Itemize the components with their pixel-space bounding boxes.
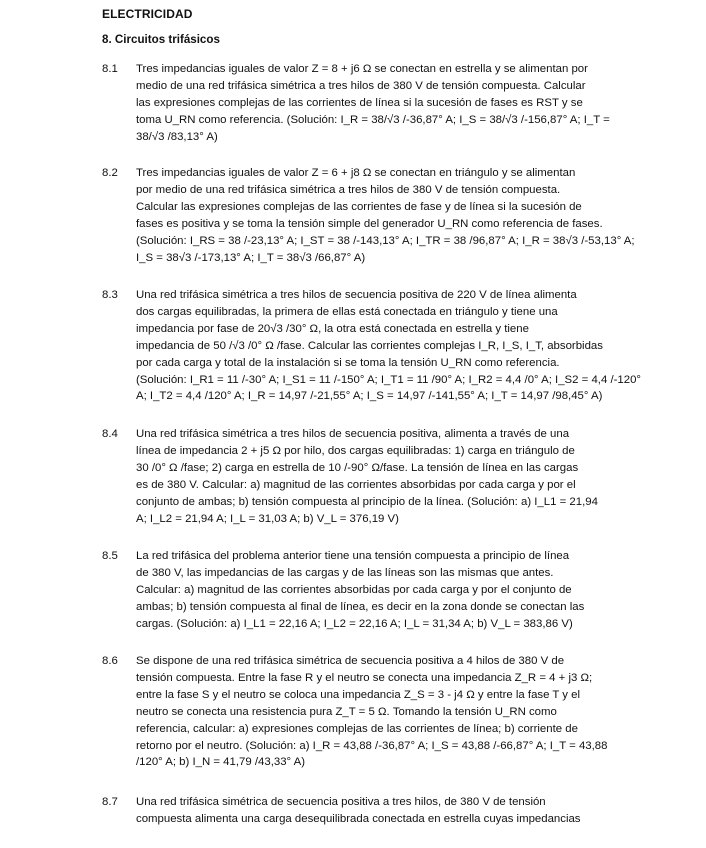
- problem-statement: [136, 287, 641, 405]
- text-line: Tres impedancias iguales de valor Z = 8 + j6 Ω se conectan en estrella y se alimentan por: [136, 63, 588, 75]
- problem-statement: [136, 61, 610, 146]
- problem-statement: [136, 165, 635, 266]
- text-line: La red trifásica del problema anterior tiene una tensión compuesta a principio de línea: [136, 550, 570, 562]
- text-line: Tres impedancias iguales de valor Z = 6 + j8 Ω se conectan en triángulo y se alimentan: [136, 167, 576, 179]
- problem-statement: [136, 794, 602, 828]
- text-line: Se dispone de una red trifásica simétrica de secuencia positiva a 4 hilos de 380 V de: [136, 655, 565, 667]
- problem-statement: [136, 426, 602, 527]
- text-line: Una red trifásica simétrica a tres hilos de secuencia positiva, alimenta a través de una: [136, 428, 570, 440]
- text-line: Una red trifásica simétrica a tres hilos de secuencia positiva de 220 V de línea alimenta: [136, 289, 577, 301]
- problem-number: 8.2: [102, 167, 118, 179]
- text-line: línea de impedancia 2 + j5 Ω por hilo, dos cargas equilibradas: 1) carga en triángulo de: [136, 444, 575, 457]
- text-line: por cada carga y total de la instalación si se toma la tensión U_RN como referencia.: [136, 356, 560, 369]
- text-line: es de 380 V. Calcular: a) magnitud de las corrientes absorbidas por cada carga y por el: [136, 478, 576, 491]
- text-line: las expresiones complejas de las corrientes de línea si la sucesión de fases es RST y se: [136, 96, 583, 109]
- text-line: cargas. (Solución: a) I_L1 = 22,16 A; I_L2 = 22,16 A; I_L = 31,34 A; b) V_L = 383,86 V): [136, 617, 573, 630]
- text-line: fases es positiva y se toma la tensión simple del generador U_RN como referencia de fases.: [136, 217, 603, 230]
- text-line: /120° A; b) I_N = 41,79 /43,33° A): [136, 756, 306, 769]
- text-line: (Solución: I_R1 = 11 /-30° A; I_S1 = 11 /-150° A; I_T1 = 11 /90° A; I_R2 = 4,4 /0° A; I_S2 = 4,4 /-120°: [136, 373, 641, 386]
- problem-number: 8.1: [102, 63, 118, 75]
- problem-number: 8.3: [102, 289, 118, 301]
- text-line: toma U_RN como referencia. (Solución: I_R = 38/√3 /-36,87° A; I_S = 38/√3 /-156,87° A; I_T =: [136, 113, 610, 126]
- text-line: I_S = 38√3 /-173,13° A; I_T = 38√3 /66,87° A): [136, 251, 366, 264]
- text-line: impedancia de 50 /√3 /0° Ω /fase. Calcular las corrientes complejas I_R, I_S, I_T, absorbidas: [136, 339, 603, 352]
- text-line: de 380 V, las impedancias de las cargas y de las líneas son las mismas que antes.: [136, 566, 554, 579]
- text-line: dos cargas equilibradas, la primera de ellas está conectada en triángulo y tiene una: [136, 305, 558, 318]
- text-line: referencia, calcular: a) expresiones complejas de las corrientes de línea; b) corriente de: [136, 722, 578, 735]
- text-line: retorno por el neutro. (Solución: a) I_R = 43,88 /-36,87° A; I_S = 43,88 /-66,87° A; I_T = 43,88: [136, 739, 608, 752]
- text-line: por medio de una red trifásica simétrica a tres hilos de 380 V de tensión compuesta.: [136, 183, 561, 196]
- problem-statement: [136, 548, 602, 633]
- text-line: (Solución: I_RS = 38 /-23,13° A; I_ST = 38 /-143,13° A; I_TR = 38 /96,87° A; I_R = 38√3 /-53,13° A;: [136, 234, 635, 247]
- text-line: A; I_T2 = 4,4 /120° A; I_R = 14,97 /-21,55° A; I_S = 14,97 /-141,55° A; I_T = 14,97 /98,45° A): [136, 390, 603, 403]
- text-line: 30 /0° Ω /fase; 2) carga en estrella de 10 /-90° Ω/fase. La tensión de línea en las cargas: [136, 461, 579, 474]
- text-line: Calcular las expresiones complejas de las corrientes de fase y de línea si la sucesión de: [136, 200, 582, 213]
- text-line: Calcular: a) magnitud de las corrientes absorbidas por cada carga y por el conjunto de: [136, 583, 572, 596]
- text-line: impedancia por fase de 20√3 /30° Ω, la otra está conectada en estrella y tiene: [136, 322, 529, 335]
- text-line: conjunto de ambas; b) tensión compuesta al principio de la línea. (Solución: a) I_L1 = 21,94: [136, 495, 598, 508]
- problem-number: 8.6: [102, 655, 118, 667]
- text-line: ambas; b) tensión compuesta al final de línea, es decir en la zona donde se conectan las: [136, 600, 585, 613]
- text-line: entre la fase S y el neutro se coloca una impedancia Z_S = 3 - j4 Ω y entre la fase T y el: [136, 688, 581, 701]
- text-line: tensión compuesta. Entre la fase R y el neutro se conecta una impedancia Z_R = 4 + j3 Ω;: [136, 671, 593, 684]
- text-line: Una red trifásica simétrica de secuencia positiva a tres hilos, de 380 V de tensión: [136, 796, 546, 808]
- section-heading: 8. Circuitos trifásicos: [102, 33, 220, 46]
- text-line: A; I_L2 = 21,94 A; I_L = 31,03 A; b) V_L = 376,19 V): [136, 512, 399, 525]
- text-line: medio de una red trifásica simétrica a tres hilos de 380 V de tensión compuesta. Calcular: [136, 79, 586, 92]
- problem-number: 8.7: [102, 796, 118, 808]
- problem-statement: [136, 653, 608, 771]
- document-title: ELECTRICIDAD: [102, 7, 193, 21]
- problem-number: 8.4: [102, 428, 118, 440]
- text-line: neutro se conecta una resistencia pura Z_T = 5 Ω. Tomando la tensión U_RN como: [136, 705, 557, 718]
- problem-number: 8.5: [102, 550, 118, 562]
- text-line: compuesta alimenta una carga desequilibrada conectada en estrella cuyas impedancias: [136, 812, 581, 825]
- text-line: 38/√3 /83,13° A): [136, 130, 218, 143]
